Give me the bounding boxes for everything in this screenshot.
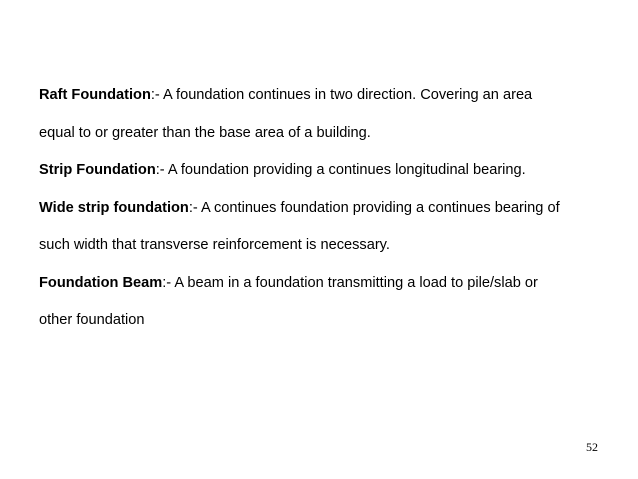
definition-continuation: other foundation [39,312,145,328]
definition-continuation: such width that transverse reinforcement is necessary. [39,237,390,253]
definition-text: :- A foundation providing a continues longitudinal bearing. [155,162,526,178]
definition-text: :- A continues foundation providing a continues bearing of [188,199,560,216]
definition-wide-strip-foundation [39,199,624,218]
definition-text: :- A beam in a foundation transmitting a load to pile/slab or [162,274,538,291]
definition-strip-foundation [39,161,624,180]
term-wide-strip-foundation: Wide strip foundation [39,199,189,216]
term-strip-foundation: Strip Foundation [39,162,156,178]
definition-text: :- A foundation continues in two direction. Covering an area [150,87,533,103]
term-raft-foundation: Raft Foundation [39,87,151,103]
term-foundation-beam: Foundation Beam [39,274,163,291]
definitions-list [39,86,624,330]
definition-raft-foundation [39,86,624,105]
definition-continuation: equal to or greater than the base area of a building. [39,124,371,141]
page-number: 52 [586,440,598,454]
definition-foundation-beam [39,274,624,293]
